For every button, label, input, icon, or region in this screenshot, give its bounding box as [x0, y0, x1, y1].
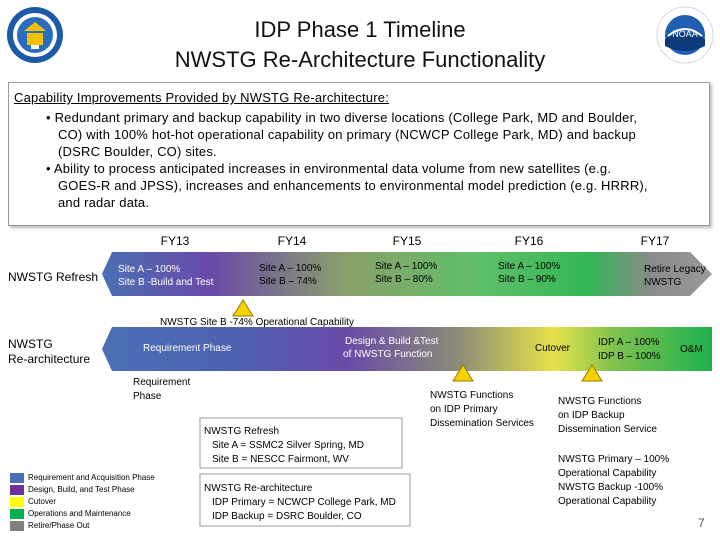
note-backup-line-1: NWSTG Functions — [558, 396, 642, 407]
refresh-fy16-site-a: Site A – 100% — [498, 261, 561, 272]
note-requirement-line-2: Phase — [133, 391, 162, 402]
capability-heading: Capability Improvements Provided by NWSTG Re-architecture: — [14, 90, 390, 105]
refresh-fy14-site-a: Site A – 100% — [259, 263, 322, 274]
legend-item-requirement: Requirement and Acquisition Phase — [10, 472, 155, 484]
rearch-idp-a: IDP A – 100% — [598, 337, 660, 348]
rearch-design-build-line-1: Design & Build &Test — [345, 336, 439, 347]
note-primary-line-3: Dissemination Services — [430, 418, 534, 429]
legend-swatch — [10, 497, 24, 507]
rearch-om: O&M — [680, 344, 703, 355]
capability-bullet-1-line-2: CO) with 100% hot-hot operational capability on primary (NCWCP College Park, MD) and backup — [58, 127, 636, 142]
fy-label-15: FY15 — [392, 234, 422, 248]
legend-swatch — [10, 473, 24, 483]
fy-label-16: FY16 — [514, 234, 544, 248]
capability-bullet-1-line-1: • Redundant primary and backup capability in two diverse locations (College Park, MD and Boulder, — [46, 110, 638, 125]
capability-bullet-2-line-3: and radar data. — [58, 195, 150, 210]
refresh-fy13-site-a: Site A – 100% — [118, 264, 181, 275]
rearch-design-build-line-2: of NWSTG Function — [343, 349, 433, 360]
note-primary-line-2: on IDP Primary — [430, 404, 498, 415]
note-operational-line-2: Operational Capability — [558, 468, 657, 479]
note-requirement-line-1: Requirement — [133, 377, 191, 388]
legend-swatch — [10, 509, 24, 519]
refresh-box-site-b: Site B = NESCC Fairmont, WV — [212, 454, 349, 465]
fy-label-14: FY14 — [277, 234, 307, 248]
refresh-fy17-retire: Retire Legacy — [644, 264, 706, 275]
note-backup-line-2: on IDP Backup — [558, 410, 625, 421]
page-number: 7 — [698, 516, 705, 530]
rearch-box-title: NWSTG Re-architecture — [204, 483, 313, 494]
note-operational-line-4: Operational Capability — [558, 496, 657, 507]
title-line-2: NWSTG Re-Architecture Functionality — [174, 47, 546, 72]
refresh-fy15-site-a: Site A – 100% — [375, 261, 438, 272]
refresh-box-site-a: Site A = SSMC2 Silver Spring, MD — [212, 440, 365, 451]
legend-item-design: Design, Build, and Test Phase — [10, 484, 135, 496]
rearch-idp-b: IDP B – 100% — [598, 351, 661, 362]
refresh-box-title: NWSTG Refresh — [204, 426, 280, 437]
legend-swatch — [10, 485, 24, 495]
rearch-row-label-line-1: NWSTG — [8, 337, 53, 351]
refresh-fy15-site-b: Site B – 80% — [375, 274, 433, 285]
rearch-box-primary: IDP Primary = NCWCP College Park, MD — [212, 497, 396, 508]
rearch-row-label-line-2: Re-architecture — [8, 352, 91, 366]
refresh-row-label: NWSTG Refresh — [8, 270, 99, 284]
note-operational-line-1: NWSTG Primary – 100% — [558, 454, 670, 465]
fy-label-17: FY17 — [640, 234, 670, 248]
fy-label-13: FY13 — [160, 234, 190, 248]
legend-item-operations: Operations and Maintenance — [10, 508, 131, 520]
note-backup-line-3: Dissemination Service — [558, 424, 657, 435]
capability-bullet-1-line-3: (DSRC Boulder, CO) sites. — [58, 144, 217, 159]
capability-bullet-2-line-1: • Ability to process anticipated increases in environmental data volume from new satellites (e.g. — [46, 161, 612, 176]
note-primary-line-1: NWSTG Functions — [430, 390, 514, 401]
refresh-milestone-marker — [233, 300, 253, 316]
refresh-fy17-legacy: NWSTG — [644, 277, 682, 288]
note-operational-line-3: NWSTG Backup -100% — [558, 482, 664, 493]
rearch-requirement-phase: Requirement Phase — [143, 343, 232, 354]
rearch-box-backup: IDP Backup = DSRC Boulder, CO — [212, 511, 362, 522]
legend-item-retire: Retire/Phase Out — [10, 520, 89, 532]
refresh-fy13-site-b: Site B -Build and Test — [118, 277, 214, 288]
legend-swatch — [10, 521, 24, 531]
capability-bullet-2-line-2: GOES-R and JPSS), increases and enhancements to environmental model prediction (e.g. HRRR), — [58, 178, 648, 193]
refresh-milestone-label: NWSTG Site B -74% Operational Capability — [160, 317, 354, 328]
legend-item-cutover: Cutover — [10, 496, 56, 508]
noaa-logo-text: NOAA — [672, 29, 698, 39]
title-line-1: IDP Phase 1 Timeline — [254, 17, 466, 42]
refresh-fy14-site-b: Site B – 74% — [259, 276, 317, 287]
refresh-fy16-site-b: Site B – 90% — [498, 274, 556, 285]
rearch-cutover: Cutover — [535, 343, 571, 354]
